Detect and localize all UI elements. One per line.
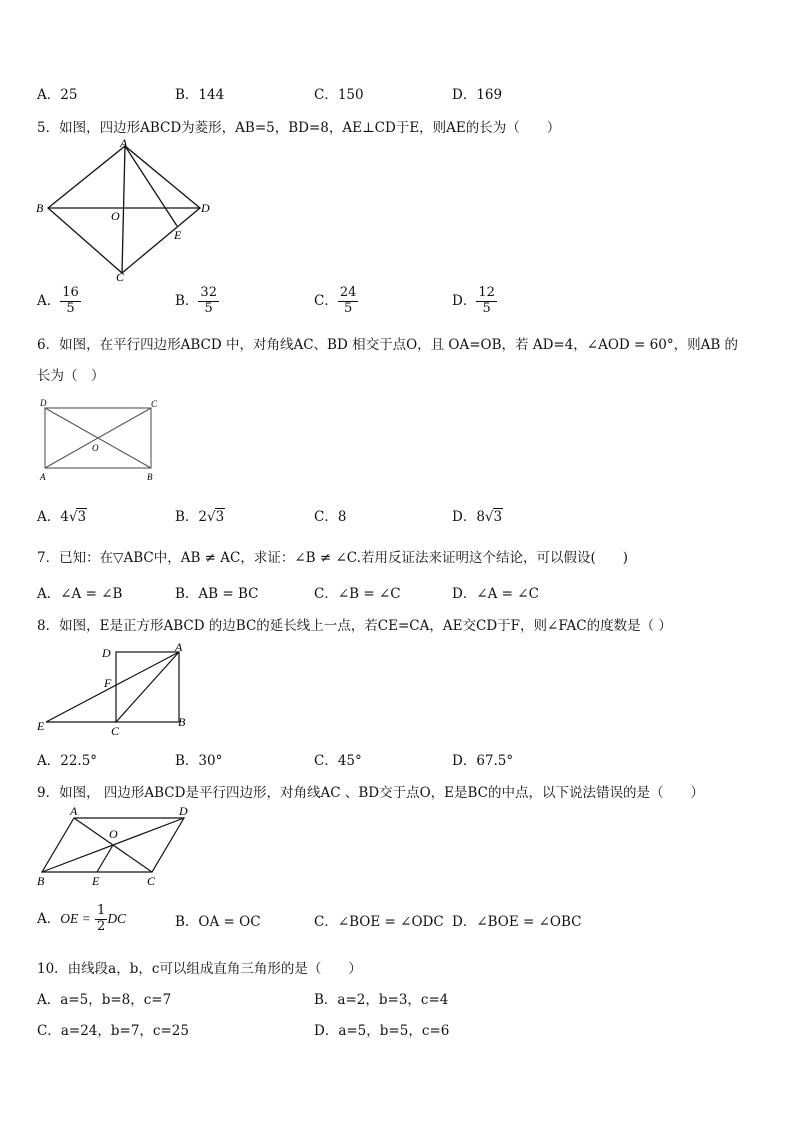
q5-label-e: E (174, 228, 182, 242)
q5-text: 5．如图，四边形ABCD为菱形，AB=5，BD=8，AE⊥CD于E，则AE的长为（ ） (37, 120, 561, 136)
q5-label-a: A (120, 138, 128, 150)
q7-option-d: D．∠A = ∠C (452, 586, 539, 602)
q5-rhombus-diagram (30, 138, 220, 283)
q6-label-a: A (40, 472, 46, 482)
q8-label-c: C (111, 724, 120, 738)
q6-option-b: B．2√3 (175, 509, 225, 525)
q9-label-b: B (37, 874, 45, 888)
q5-option-a: A． $\frac{16}{5}$ (37, 285, 79, 316)
q9-text: 9．如图， 四边形ABCD是平行四边形，对角线AC 、BD交于点O，E是BC的中点，以下说法错误的是（ ） (37, 785, 704, 801)
q9-label-a: A (70, 804, 78, 818)
q6-text-line2: 长为（ ） (37, 368, 105, 384)
q10-option-d: D．a=5，b=5，c=6 (314, 1023, 450, 1039)
q6-label-d: D (40, 398, 47, 408)
q5-option-d: D． $\frac{12}{5}$ (452, 285, 495, 316)
q8-diagonal-ac (116, 652, 179, 722)
q6-label-c: C (151, 399, 158, 409)
q5-segment-ae (125, 146, 177, 226)
q6-option-d: D．8√3 (452, 509, 503, 525)
q5-label-o: O (111, 209, 120, 223)
q9-option-d: D．∠BOE = ∠OBC (452, 914, 582, 930)
q6-label-b: B (147, 472, 153, 482)
q8-option-b: B．30° (175, 753, 223, 769)
q9-option-c: C．∠BOE = ∠ODC (314, 914, 444, 930)
q7-text: 7．已知：在▽ABC中，AB ≠ AC，求证：∠B ≠ ∠C.若用反证法来证明这个结论，可以假设( ) (37, 550, 628, 566)
q4-option-a: A．25 (37, 87, 78, 103)
q9-label-o: O (109, 827, 118, 841)
q8-label-b: B (178, 715, 186, 729)
q4-option-b: B．144 (175, 87, 225, 103)
q8-label-e: E (37, 719, 45, 733)
q6-text-line1: 6．如图，在平行四边形ABCD 中，对角线AC、BD 相交于点O，且 OA=OB，若 AD=4，∠AOD = 60°，则AB 的 (37, 337, 739, 353)
q8-label-d: D (102, 646, 111, 660)
q5-diagonal-ac (122, 146, 125, 273)
q10-option-b: B．a=2，b=3，c=4 (314, 992, 449, 1008)
q10-text: 10．由线段a，b，c可以组成直角三角形的是（ ） (37, 961, 362, 977)
q6-option-a: A．4√3 (37, 509, 87, 525)
q9-label-e: E (92, 874, 100, 888)
q9-segment-oe (97, 845, 113, 872)
q5-label-d: D (201, 201, 210, 215)
q9-label-d: D (179, 804, 188, 818)
q8-option-a: A．22.5° (37, 753, 98, 769)
q5-label-b: B (36, 201, 44, 215)
q5-label-c: C (116, 270, 125, 283)
q4-option-d: D．169 (452, 87, 503, 103)
q8-text: 8．如图，E是正方形ABCD 的边BC的延长线上一点，若CE=CA，AE交CD于F，则∠FAC的度数是（ ） (37, 618, 672, 634)
q6-option-c: C．8 (314, 509, 347, 525)
q8-option-d: D．67.5° (452, 753, 514, 769)
q8-label-a: A (175, 640, 183, 654)
q5-option-b: B． $\frac{32}{5}$ (175, 285, 217, 316)
q6-label-o: O (92, 443, 99, 453)
q9-option-a: A．OE = $\frac{1}{2}$ DC (37, 903, 127, 934)
q6-rectangle-diagram (35, 395, 165, 485)
q8-square-diagram (32, 640, 197, 740)
q5-option-c: C． $\frac{24}{5}$ (314, 285, 357, 316)
q10-option-a: A．a=5，b=8，c=7 (37, 992, 172, 1008)
q8-option-c: C．45° (314, 753, 362, 769)
q8-segment-ae (46, 652, 179, 722)
q7-option-a: A．∠A = ∠B (37, 586, 123, 602)
q10-option-c: C．a=24，b=7，c=25 (37, 1023, 189, 1039)
q9-option-b: B．OA = OC (175, 914, 261, 930)
q9-label-c: C (147, 874, 156, 888)
q8-label-f: F (104, 676, 112, 690)
q7-option-b: B．AB = BC (175, 586, 259, 602)
q7-option-c: C．∠B = ∠C (314, 586, 401, 602)
q9-parallelogram-diagram (32, 800, 197, 890)
q4-option-c: C．150 (314, 87, 364, 103)
